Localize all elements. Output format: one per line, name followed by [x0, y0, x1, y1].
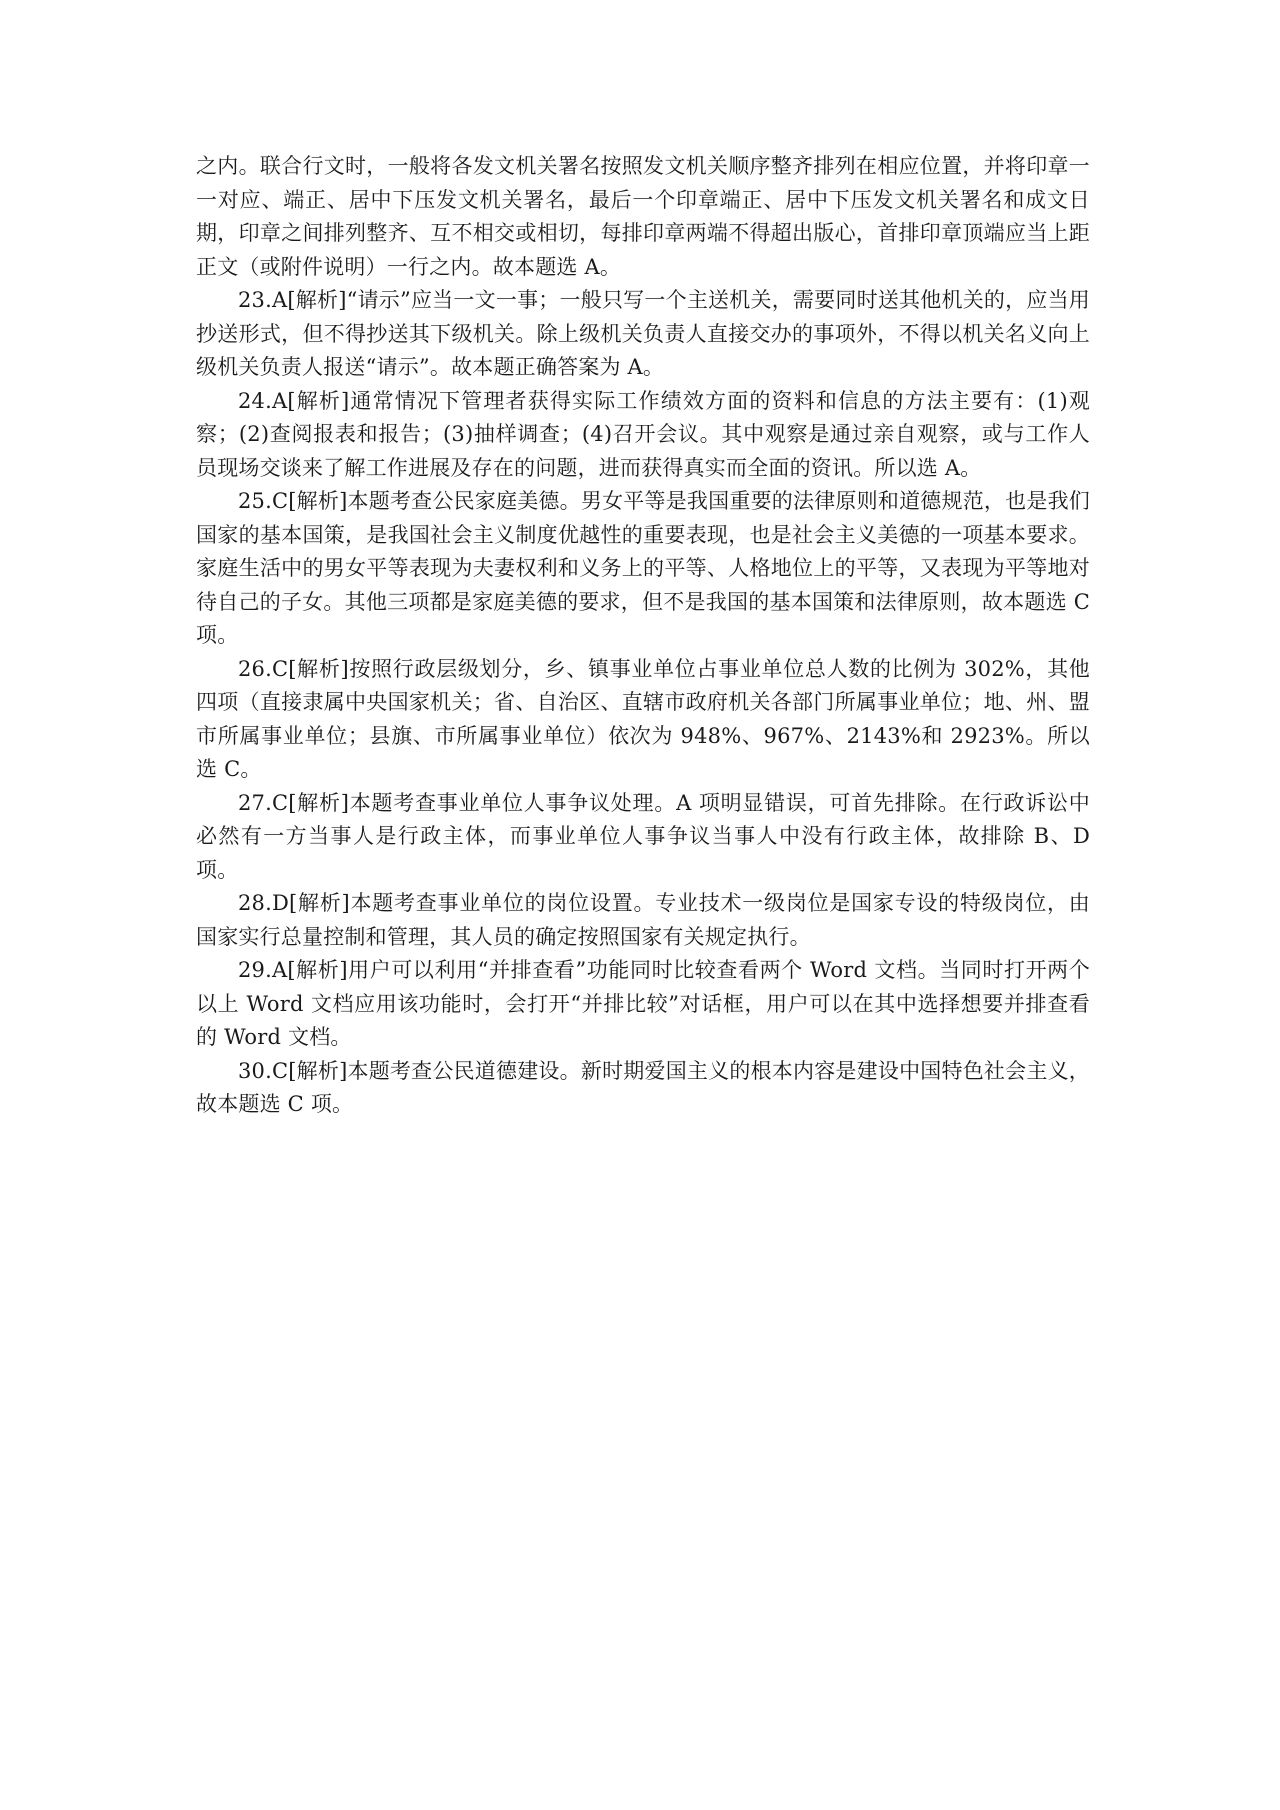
- answer-24-explanation: 24.A[解析]通常情况下管理者获得实际工作绩效方面的资料和信息的方法主要有：(1)观察；(2)查阅报表和报告；(3)抽样调查；(4)召开会议。其中观察是通过亲自观察，或与工作人员现场交谈来了解工作进展及存在的问题，进而获得真实而全面的资讯。所以选 A。: [196, 388, 1090, 480]
- document-page: [196, 150, 1090, 1122]
- answer-29-explanation: 29.A[解析]用户可以利用“并排查看”功能同时比较查看两个 Word 文档。当同时打开两个以上 Word 文档应用该功能时，会打开“并排比较”对话框，用户可以在其中选择想要并排查看的 Word 文档。: [196, 958, 1090, 1049]
- answer-25-explanation: 25.C[解析]本题考查公民家庭美德。男女平等是我国重要的法律原则和道德规范，也是我们国家的基本国策，是我国社会主义制度优越性的重要表现，也是社会主义美德的一项基本要求。家庭生活中的男女平等表现为夫妻权利和义务上的平等、人格地位上的平等，又表现为平等地对待自己的子女。其他三项都是家庭美德的要求，但不是我国的基本国策和法律原则，故本题选 C 项。: [196, 489, 1090, 647]
- answer-28-explanation: 28.D[解析]本题考查事业单位的岗位设置。专业技术一级岗位是国家专设的特级岗位，由国家实行总量控制和管理，其人员的确定按照国家有关规定执行。: [196, 891, 1090, 949]
- answer-26-explanation: 26.C[解析]按照行政层级划分，乡、镇事业单位占事业单位总人数的比例为 302%，其他四项（直接隶属中央国家机关；省、自治区、直辖市政府机关各部门所属事业单位；地、州、盟市所属事业单位；县旗、市所属事业单位）依次为 948%、967%、2143%和 2923%。所以选 C。: [196, 656, 1090, 781]
- paragraph-continuation: 之内。联合行文时，一般将各发文机关署名按照发文机关顺序整齐排列在相应位置，并将印章一一对应、端正、居中下压发文机关署名，最后一个印章端正、居中下压发文机关署名和成文日期，印章之间排列整齐、互不相交或相切，每排印章两端不得超出版心，首排印章顶端应当上距正文（或附件说明）一行之内。故本题选 A。: [196, 154, 1090, 279]
- answer-30-explanation: 30.C[解析]本题考查公民道德建设。新时期爱国主义的根本内容是建设中国特色社会主义，故本题选 C 项。: [196, 1058, 1090, 1116]
- answer-23-explanation: 23.A[解析]“请示”应当一文一事；一般只写一个主送机关，需要同时送其他机关的，应当用抄送形式，但不得抄送其下级机关。除上级机关负责人直接交办的事项外，不得以机关名义向上级机关负责人报送“请示”。故本题正确答案为 A。: [196, 288, 1090, 379]
- answer-27-explanation: 27.C[解析]本题考查事业单位人事争议处理。A 项明显错误，可首先排除。在行政诉讼中必然有一方当事人是行政主体，而事业单位人事争议当事人中没有行政主体，故排除 B、D 项。: [196, 790, 1090, 882]
